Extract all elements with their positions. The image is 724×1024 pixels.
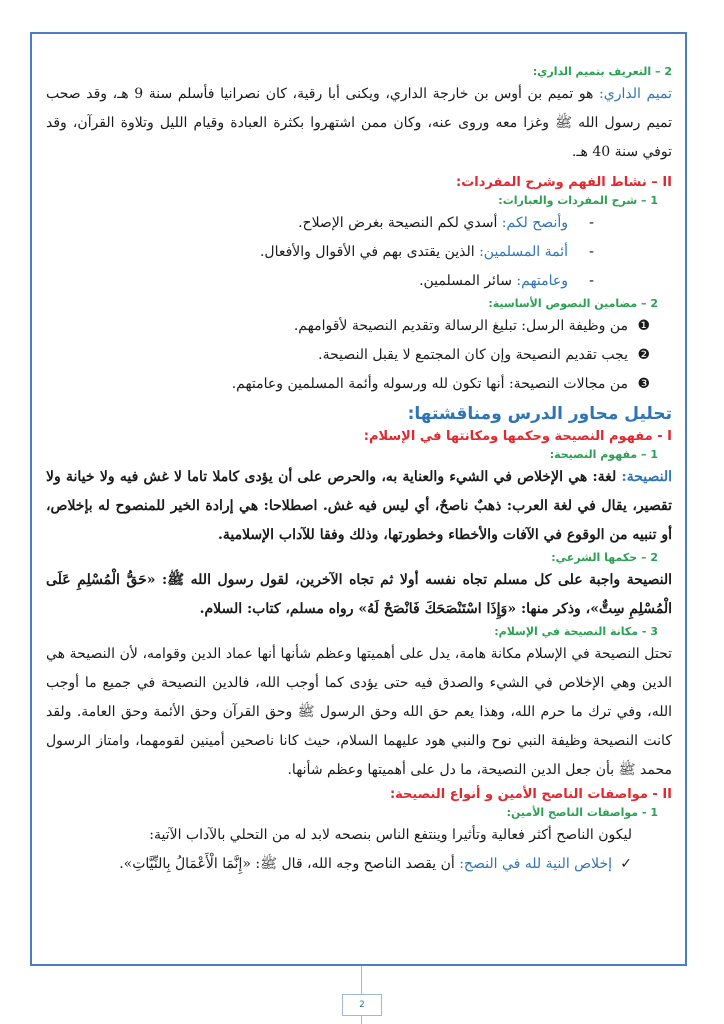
concept-text: لغة: هي الإخلاص في الشيء والعناية به، والحرص على أن يؤدى كاملا تاما لا غش فيه ولا خيانة ولا تقصير، يقال في لغة العرب: ذهبٌ ناصحٌ، أي ليس فيه غش. اصطلاحا: هي إرادة الخير للمنصوح له بإخلاص، أو تنبيه من الوقوع في الآفات والأخطاء وخطورتها، وذلك وفقا للآداب الإسلامية.: [46, 469, 672, 543]
ruling-paragraph: النصيحة واجبة على كل مسلم تجاه نفسه أولا ثم تجاه الآخرين، لقول رسول الله ﷺ: «حَقُّ الْمُسْلِمِ عَلَى الْمُسْلِمِ سِتٌّ»، وذكر منها: «وَإِذَا اسْتَنْصَحَكَ فَانْصَحْ لَهُ» رواه مسلم، كتاب: السلام.: [46, 572, 672, 617]
specs-heading: 1 - مواصفات الناصح الأمين:: [506, 806, 658, 819]
part1-heading: I - مفهوم النصيحة وحكمها ومكانتها في الإسلام:: [363, 429, 672, 444]
concept-term: النصيحة:: [621, 469, 672, 485]
analysis-heading: تحليل محاور الدرس ومناقشتها:: [407, 404, 672, 424]
vocab-heading: 1 – شرح المفردات والعبارات:: [498, 194, 658, 207]
contents-item: ❸من مجالات النصيحة: أنها تكون لله ورسوله وأئمة المسلمين وعامتهم.: [231, 376, 650, 392]
vocab-item: -أئمة المسلمين: الذين يقتدى بهم في الأقوال والأفعال.: [259, 244, 594, 260]
contents-heading: 2 – مضامين النصوص الأساسية:: [488, 297, 658, 310]
tamim-text: هو تميم بن أوس بن خارجة الداري، ويكنى أبا رقية، كان نصرانيا فأسلم سنة 9 هـ، وقد صحب تميم رسول الله ﷺ وغزا معه وروى عنه، وكان ممن اشتهروا بكثرة العبادة وقيام الليل وتلاوة القرآن، وقد توفي سنة 40 هـ.: [46, 86, 672, 160]
part2-heading: II - مواصفات الناصح الأمين و أنواع النصيحة:: [389, 787, 672, 802]
contents-item: ❷يجب تقديم النصيحة وإن كان المجتمع لا يقبل النصيحة.: [318, 347, 650, 363]
vocab-list: [46, 209, 672, 296]
contents-list: [46, 312, 672, 399]
page-number: 2: [342, 994, 382, 1016]
tamim-heading: 2 – التعريف بتميم الداري:: [532, 65, 672, 78]
status-heading: 3 - مكانة النصيحة في الإسلام:: [494, 625, 658, 638]
spec-item: ✓إخلاص النية لله في النصح: أن يقصد الناصح وجه الله، قال ﷺ: «إِنَّمَا الْأَعْمَالُ بِالنِّيَّاتِ».: [46, 850, 672, 879]
check-icon: ✓: [620, 856, 632, 872]
ruling-heading: 2 – حكمها الشرعي:: [551, 551, 658, 564]
footer-line: [361, 1016, 362, 1024]
tamim-paragraph: [46, 80, 672, 167]
concept-paragraph: [46, 463, 672, 550]
vocab-item: -وعامتهم: سائر المسلمين.: [419, 273, 594, 289]
page-content: [46, 64, 672, 879]
tamim-term: تميم الداري:: [599, 86, 673, 102]
footer-line: [361, 966, 362, 994]
specs-intro: ليكون الناصح أكثر فعالية وتأثيرا وينتفع الناس بنصحه لابد له من التحلي بالآداب الآتية:: [149, 827, 632, 843]
status-paragraph: تحتل النصيحة في الإسلام مكانة هامة، يدل على أهميتها وعظم شأنها أنها عماد الدين وقوامه، لأن النصيحة هي الدين وهي الإخلاص في الشيء والصدق فيه حتى يؤدى كما أوجب الله، فالدين النصيحة في جميع ما أوجب الله، وفي ترك ما حرم الله، وهذا يعم حق الله وحق الرسول ﷺ وحق القرآن وحق الأئمة وحق العامة. ولقد كانت النصيحة وظيفة النبي نوح والنبي هود عليهما السلام، حيث كانا ناصحين أمينين لقومهما، وامتاز الرسول محمد ﷺ بأن جعل الدين النصيحة، ما دل على أهميتها وعظم شأنها.: [46, 646, 673, 778]
vocab-item: -وأنصح لكم: أسدي لكم النصيحة بغرض الإصلاح.: [298, 215, 594, 231]
contents-item: ❶من وظيفة الرسل: تبليغ الرسالة وتقديم النصيحة لأقوامهم.: [293, 318, 650, 334]
activity-heading: II – نشاط الفهم وشرح المفردات:: [456, 175, 672, 190]
concept-heading: 1 – مفهوم النصيحة:: [549, 448, 658, 461]
